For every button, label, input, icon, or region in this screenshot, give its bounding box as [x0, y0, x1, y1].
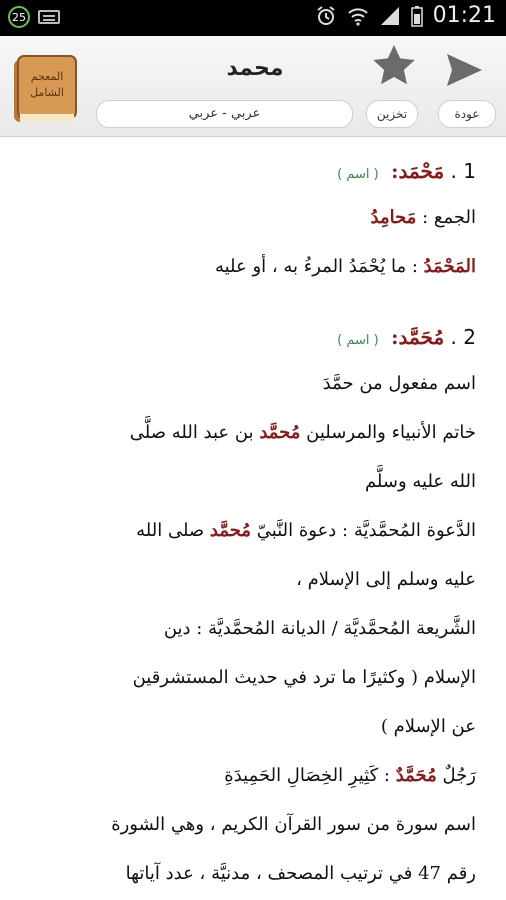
text: عن الإسلام ) [380, 716, 476, 737]
dictionary-book-icon[interactable] [10, 52, 82, 128]
definition-line [14, 555, 476, 604]
definition-line [14, 751, 476, 800]
text: الإسلام ( وكثيرًا ما ترد في حديث المستشرقين [132, 667, 476, 688]
headword: مُحَمَّد: [391, 325, 445, 349]
entry-head [14, 153, 476, 193]
text: الدَّعوة المُحمَّديَّة : دعوة النَّبيّ [251, 520, 476, 541]
text: خاتم الأنبياء والمرسلين [300, 422, 476, 443]
definition-line [14, 702, 476, 751]
text: اسم سورة من سور القرآن الكريم ، وهي الشورة [111, 814, 476, 835]
text: رَجُلٌ [436, 765, 476, 786]
entry-2 [0, 319, 506, 898]
alarm-icon [315, 5, 337, 27]
entry-number: 2 . [450, 325, 476, 349]
highlight-word: مُحمَّد [209, 520, 252, 541]
store-button[interactable]: تخزين [366, 100, 418, 128]
text: الجمع : [416, 207, 476, 228]
text: : كَثِيرِ الخِصَالِ الحَمِيدَةِ [224, 765, 396, 786]
entry-head [14, 319, 476, 359]
text: الله عليه وسلَّم [364, 471, 476, 492]
app-header [0, 36, 506, 137]
definition-line [14, 408, 476, 457]
signal-icon [379, 5, 401, 27]
status-bar [0, 0, 506, 36]
definition-line [14, 242, 476, 291]
part-of-speech: ( اسم ) [337, 167, 379, 182]
definition-line [14, 604, 476, 653]
share-send-icon[interactable] [444, 50, 484, 90]
highlight-word: المَحْمَدُ [423, 256, 476, 277]
definition-line [14, 653, 476, 702]
favorite-star-icon[interactable] [370, 42, 418, 90]
highlight-word: مُحمَّد [259, 422, 301, 443]
text: : ما يُحْمَدُ المرءُ به ، أو عليه [214, 256, 424, 277]
entry-1 [0, 153, 506, 291]
clock: 01:21 [432, 3, 496, 28]
entry-number: 1 . [450, 159, 476, 183]
back-button[interactable]: عودة [438, 100, 496, 128]
notification-badge: 25 [8, 6, 30, 28]
wifi-icon [347, 5, 369, 27]
part-of-speech: ( اسم ) [337, 333, 379, 348]
highlight-word: مَحامِدُ [370, 207, 417, 228]
highlight-word: مُحَمَّدٌ [395, 765, 437, 786]
text: عليه وسلم إلى الإسلام ، [296, 569, 476, 590]
definitions-list[interactable] [0, 137, 506, 900]
logo-text-2: الشامل [30, 86, 64, 99]
headword: مَحْمَد: [391, 159, 445, 183]
definition-line [14, 800, 476, 849]
text: رقم 47 في ترتيب المصحف ، مدنيَّة ، عدد آياتها [125, 863, 476, 884]
logo-text-1: المعجم [30, 70, 64, 83]
definition-line [14, 193, 476, 242]
status-left [8, 6, 60, 28]
page-title: محمد [226, 56, 284, 81]
status-right [315, 3, 496, 28]
definition-line [14, 457, 476, 506]
definition-line [14, 849, 476, 898]
text: صلى الله [136, 520, 210, 541]
definition-line [14, 506, 476, 555]
text: اسم مفعول من حمَّدَ [322, 373, 476, 394]
language-selector[interactable]: عربي - عربي [96, 100, 353, 128]
battery-icon [411, 5, 423, 27]
text: الشَّريعة المُحمَّديَّة / الديانة المُحمَّديَّة : دين [163, 618, 476, 639]
keyboard-icon [38, 10, 60, 24]
text: بن عبد الله صلَّى [129, 422, 260, 443]
definition-line [14, 359, 476, 408]
